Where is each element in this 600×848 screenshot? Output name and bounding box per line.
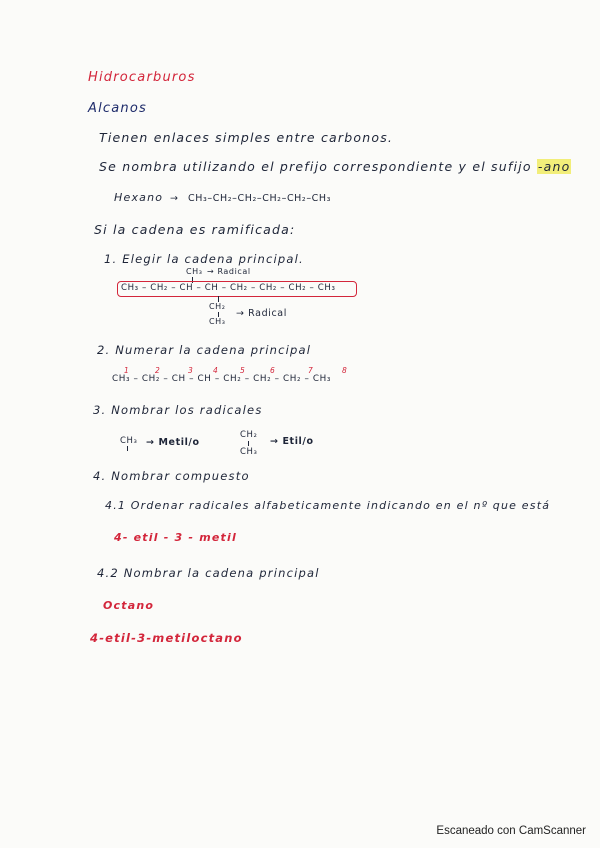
radical-ethyl-bond [248, 441, 249, 446]
carbon-number-1: 1 [124, 366, 129, 375]
step4-label: 4. Nombrar compuesto [93, 469, 250, 483]
line-branched: Si la cadena es ramificada: [94, 222, 296, 237]
step1-bottom-group-2: CH₃ [209, 317, 226, 326]
step1-bottom-radical: → Radical [236, 308, 287, 319]
radical-methyl-name: → Metil/o [146, 437, 200, 448]
step4-sub2: 4.2 Nombrar la cadena principal [97, 566, 320, 580]
step1-chain: CH₃ – CH₂ – CH – CH – CH₂ – CH₂ – CH₂ – CH₃ [121, 283, 336, 293]
hexano-formula: CH₃–CH₂–CH₂–CH₂–CH₂–CH₃ [188, 193, 332, 204]
radical-ethyl-bottom: CH₃ [240, 447, 258, 457]
step4-sub2-answer: Octano [103, 599, 155, 612]
step4-sub1-answer: 4- etil - 3 - metil [114, 531, 237, 544]
section-heading: Alcanos [88, 101, 147, 116]
carbon-number-3: 3 [188, 366, 193, 375]
hexano-arrow: → [170, 193, 179, 204]
step3-label: 3. Nombrar los radicales [93, 403, 263, 417]
step1-top-group: CH₃ [186, 267, 203, 276]
carbon-number-7: 7 [308, 366, 313, 375]
carbon-number-8: 8 [342, 366, 347, 375]
suffix-highlight: -ano [537, 159, 571, 174]
naming-rule-text: Se nombra utilizando el prefijo correspondiente y el sufijo [99, 159, 532, 174]
radical-ethyl-name: → Etil/o [270, 436, 314, 447]
radical-ethyl-name-text: Etil/o [282, 436, 314, 447]
carbon-number-2: 2 [155, 366, 160, 375]
line-simple-bonds: Tienen enlaces simples entre carbonos. [99, 130, 394, 145]
step2-label: 2. Numerar la cadena principal [97, 343, 312, 357]
carbon-number-6: 6 [270, 366, 275, 375]
step1-label: 1. Elegir la cadena principal. [104, 252, 304, 266]
radical-methyl-bond [127, 446, 128, 451]
step2-chain: CH₃ – CH₂ – CH – CH – CH₂ – CH₂ – CH₂ – CH₃ [112, 374, 331, 384]
step4-sub1: 4.1 Ordenar radicales alfabeticamente indicando en el nº que está [105, 499, 551, 512]
step1-top-radical: → Radical [207, 267, 251, 276]
step1-bottom-group-1: CH₂ [209, 302, 226, 311]
radical-methyl-name-text: Metil/o [158, 437, 200, 448]
final-compound-name: 4-etil-3-metiloctano [90, 631, 243, 645]
line-naming-rule [99, 159, 571, 174]
carbon-number-5: 5 [240, 366, 245, 375]
hexano-label: Hexano [114, 191, 164, 204]
radical-ethyl-top: CH₂ [240, 430, 258, 440]
scanner-watermark: Escaneado con CamScanner [436, 825, 586, 837]
page-title: Hidrocarburos [88, 70, 196, 85]
radical-methyl-formula: CH₃ [120, 436, 138, 446]
carbon-number-4: 4 [213, 366, 218, 375]
